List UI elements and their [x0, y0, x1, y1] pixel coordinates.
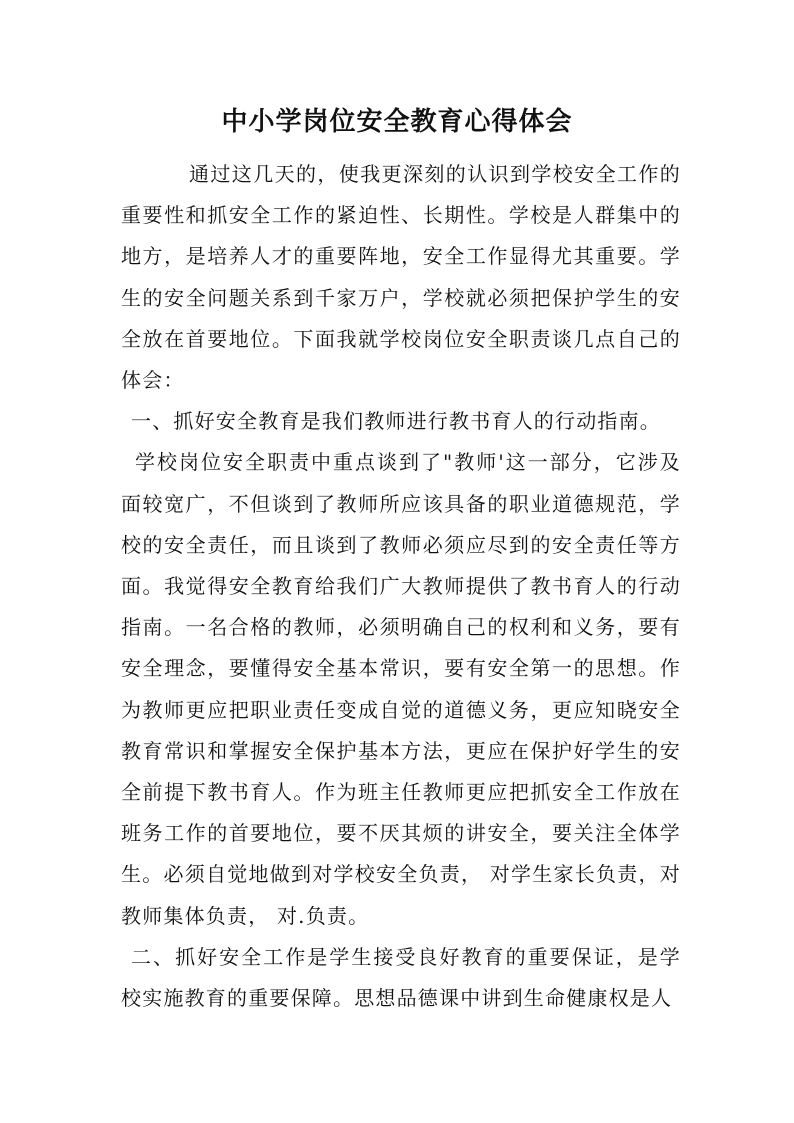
document-body	[121, 154, 681, 1019]
section-body-1: 学校岗位安全职责中重点谈到了"教师'这一部分，它涉及面较宽广，不但谈到了教师所应该具备的职业道德规范，学校的安全责任，而且谈到了教师必须应尽到的安全责任等方面。我觉得安全教育给我们广大教师提供了教书育人的行动指南。一名合格的教师，必须明确自己的权利和义务，要有安全理念，要懂得安全基本常识，要有安全第一的思想。作为教师更应把职业责任变成自觉的道德义务，更应知晓安全教育常识和掌握安全保护基本方法，更应在保护好学生的安全前提下教书育人。作为班主任教师更应把抓安全工作放在班务工作的首要地位，要不厌其烦的讲安全，要关注全体学生。必须自觉地做到对学校安全负责， 对学生家长负责，对教师集体负责， 对.负责。	[121, 450, 681, 928]
intro-paragraph: 通过这几天的，使我更深刻的认识到学校安全工作的重要性和抓安全工作的紧迫性、长期性。学校是人群集中的地方，是培养人才的重要阵地，安全工作显得尤其重要。学生的安全问题关系到千家万户，学校就必须把保护学生的安全放在首要地位。下面我就学校岗位安全职责谈几点自己的体会：	[121, 162, 681, 393]
section-heading-2: 二、抓好安全工作是学生接受良好教育的重要保证，是学校实施教育的重要保障。思想品德课中讲到生命健康权是人	[121, 944, 681, 1011]
section-heading-1: 一、抓好安全教育是我们教师进行教书育人的行动指南。	[131, 409, 661, 434]
document-title: 中小学岗位安全教育心得体会	[221, 107, 573, 137]
